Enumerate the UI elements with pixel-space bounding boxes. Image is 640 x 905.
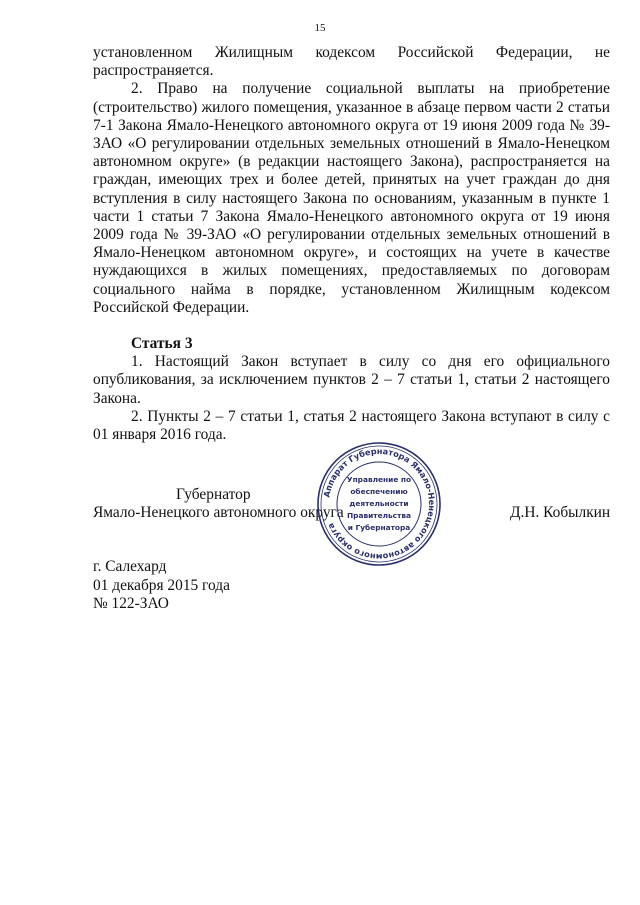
official-seal-stamp xyxy=(315,440,443,568)
signature-name: Д.Н. Кобылкин xyxy=(510,504,611,521)
paragraph-item-2: 2. Право на получение социальной выплаты на приобретение (строительство) жилого помещения, указанное в абзаце первом части 2 статьи 7-1 Закона Ямало-Ненецкого автономного округа от 19 июня 2009 года № 39-ЗАО «О регулировании отдельных земельных отношений в Ямало-Ненецком автономном округе» (в редакции настоящего Закона), распространяется на граждан, имеющих трех и более детей, принятых на учет граждан до дня вступления в силу настоящего Закона по основаниям, указанным в пункте 1 части 1 статьи 7 Закона Ямало-Ненецкого автономного округа от 19 июня 2009 года № 39-ЗАО «О регулировании отдельных земельных отношений в Ямало-Ненецком автономном округе», и состоящих на учете в качестве нуждающихся в жилых помещениях, предоставляемых по договорам социального найма в порядке, установленном Жилищным кодексом Российской Федерации. xyxy=(93,80,610,316)
date-label: 01 декабря 2015 года xyxy=(93,576,230,594)
law-number-label: № 122-ЗАО xyxy=(93,595,169,612)
seal-line: Правительства xyxy=(346,511,412,520)
place-date-block xyxy=(93,558,230,614)
article-item-1: 1. Настоящий Закон вступает в силу со дня его официального опубликования, за исключением пунктов 2 – 7 статьи 1, статьи 2 настоящего Закона. xyxy=(93,353,610,407)
page-number: 15 xyxy=(314,22,326,34)
document-body xyxy=(93,44,610,444)
seal-line: и Губернатора xyxy=(347,523,411,532)
seal-line: обеспечению xyxy=(350,487,408,496)
paragraph-continuation: установленном Жилищным кодексом Российской Федерации, не распространяется. xyxy=(93,44,610,80)
article-heading: Статья 3 xyxy=(131,335,193,353)
seal-line: Управление по xyxy=(346,475,412,484)
seal-line: деятельности xyxy=(349,499,409,508)
signature-title: Губернатор xyxy=(176,486,251,503)
seal-ring-text: Аппарат Губернатора Ямало-Ненецкого автономного округа xyxy=(321,445,438,563)
article-item-2: 2. Пункты 2 – 7 статьи 1, статья 2 настоящего Закона вступают в силу с 01 января 2016 года. xyxy=(93,407,610,444)
signature-organization: Ямало-Ненецкого автономного округа xyxy=(93,504,344,521)
city-label: г. Салехард xyxy=(93,558,167,575)
